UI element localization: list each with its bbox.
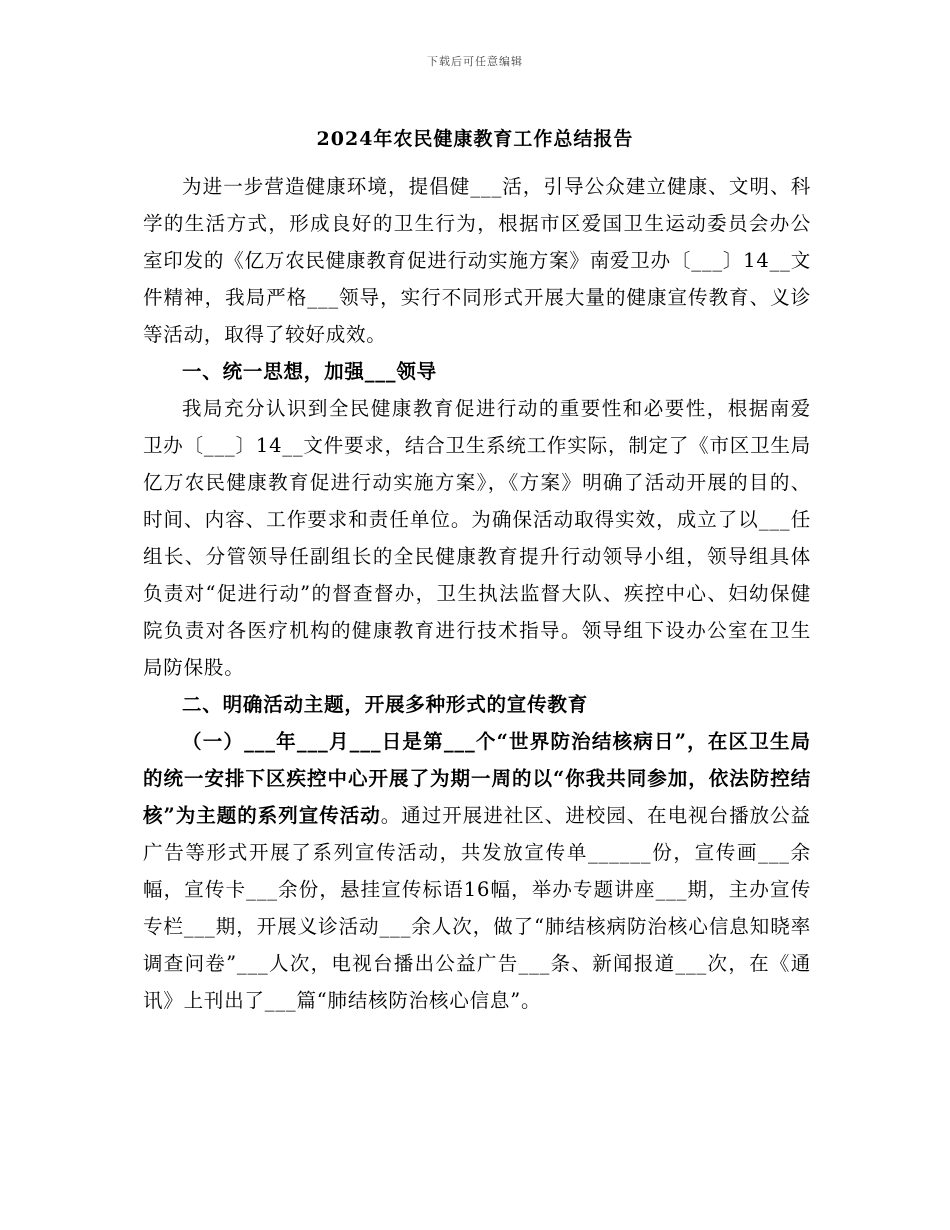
document-title: 2024年农民健康教育工作总结报告 [316,128,634,150]
page-header-note: 下载后可任意编辑 [427,55,523,68]
section-2-paragraph [143,723,811,1019]
section-2-heading: 二、明确活动主题，开展多种形式的宣传教育 [182,693,589,716]
section-2-lead-text: （一）___年___月___日是第___个“世界防治结核病日”，在区卫生局的统一安排下区疾控中心开展了为期一周的以“你我共同参加，依法防控结核”为主题的系列宣传活动 [143,730,811,827]
document-body [143,168,811,1019]
section-1-paragraph: 我局充分认识到全民健康教育促进行动的重要性和必要性，根据南爱卫办〔___〕14__文件要求，结合卫生系统工作实际，制定了《市区卫生局亿万农民健康教育促进行动实施方案》，《方案》明确了活动开展的目的、时间、内容、工作要求和责任单位。为确保活动取得实效，成立了以___任组长、分管领导任副组长的全民健康教育提升行动领导小组，领导组具体负责对“促进行动”的督查督办，卫生执法监督大队、疾控中心、妇幼保健院负责对各医疗机构的健康教育进行技术指导。领导组下设办公室在卫生局防保股。 [143,397,811,679]
section-1-heading: 一、统一思想，加强___领导 [182,360,437,383]
intro-paragraph: 为进一步营造健康环境，提倡健___活，引导公众建立健康、文明、科学的生活方式，形成良好的卫生行为，根据市区爱国卫生运动委员会办公室印发的《亿万农民健康教育促进行动实施方案》南爱卫办〔___〕14__文件精神，我局严格___领导，实行不同形式开展大量的健康宣传教育、义诊等活动，取得了较好成效。 [143,175,811,346]
section-2-body-text: 。通过开展进社区、进校园、在电视台播放公益广告等形式开展了系列宣传活动，共发放宣传单______份，宣传画___余幅，宣传卡___余份，悬挂宣传标语16幅，举办专题讲座___期，主办宣传专栏___期，开展义诊活动___余人次，做了“肺结核病防治核心信息知晓率调查问卷”___人次，电视台播出公益广告___条、新闻报道___次，在《通讯》上刊出了___篇“肺结核防治核心信息”。 [143,804,811,1012]
